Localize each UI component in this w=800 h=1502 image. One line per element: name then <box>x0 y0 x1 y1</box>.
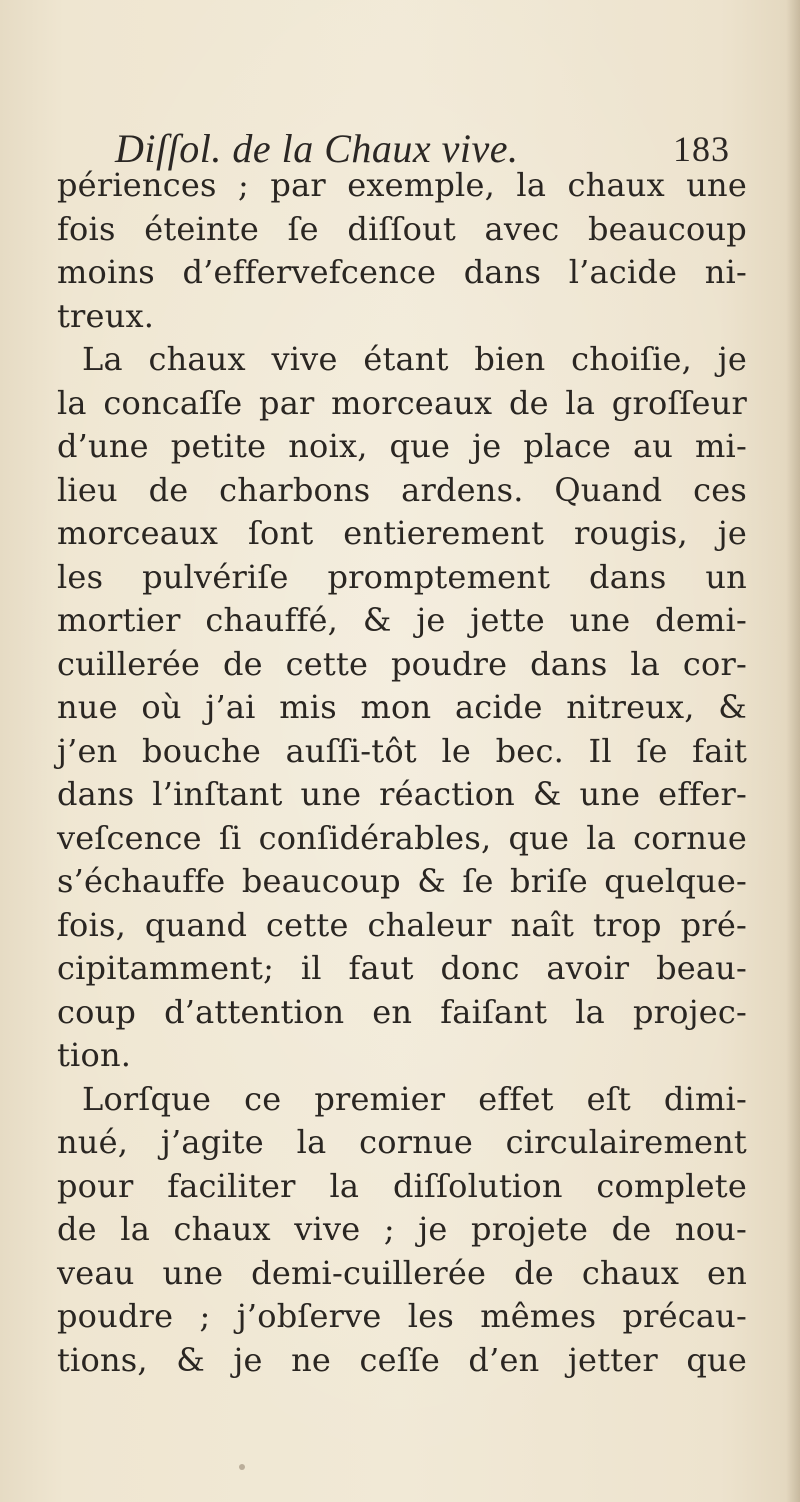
text-line: périences ; par exemple, la chaux une <box>57 166 747 204</box>
text-line: la concaſſe par morceaux de la groſſeur <box>57 383 747 422</box>
text-line: d’une petite noix, que je place au mi- <box>57 427 747 465</box>
paper-spot <box>707 1094 712 1099</box>
text-line: fois éteinte ſe diſſout avec beaucoup <box>57 209 747 248</box>
text-line: lieu de charbons ardens. Quand ces <box>57 470 747 509</box>
text-line: dans l’inſtant une réaction & une effer- <box>57 775 747 813</box>
text-line: mortier chauffé, & je jette une demi- <box>57 601 747 639</box>
text-line: de la chaux vive ; je projete de nou- <box>57 1210 747 1248</box>
text-line: s’échauffe beaucoup & ſe briſe quelque- <box>57 862 747 900</box>
text-line: tions, & je ne ceſſe d’en jetter que <box>57 1340 747 1379</box>
text-line: nué, j’agite la cornue circulairement <box>57 1123 747 1161</box>
paper-spot <box>239 1464 245 1470</box>
text-line: veſcence ſi conſidérables, que la cornue <box>57 818 747 857</box>
text-line: pour faciliter la diſſolution complete <box>57 1166 747 1205</box>
text-line: poudre ; j’obſerve les mêmes précau- <box>57 1297 747 1335</box>
text-line: j’en bouche auſſi-tôt le bec. Il ſe fait <box>57 731 747 770</box>
paragraph-first-line: La chaux vive étant bien choiſie, je <box>82 340 747 378</box>
paragraph-first-line: Lorſque ce premier effet eſt dimi- <box>82 1079 747 1118</box>
text-line: les pulvériſe promptement dans un <box>57 557 747 596</box>
text-line: treux. <box>57 296 155 335</box>
text-line: moins d’effervefcence dans l’acide ni- <box>57 253 747 291</box>
text-line: cipitamment; il faut donc avoir beau- <box>57 949 747 987</box>
text-line: morceaux ſont entierement rougis, je <box>57 514 747 552</box>
text-line: tion. <box>57 1036 132 1074</box>
text-line: coup d’attention en faiſant la projec- <box>57 992 747 1031</box>
text-line: fois, quand cette chaleur naît trop pré- <box>57 905 747 944</box>
page-edge-shadow <box>786 0 800 1502</box>
text-line: nue où j’ai mis mon acide nitreux, & <box>57 688 747 726</box>
body-text <box>57 164 747 1382</box>
running-head-title: Diſſol. de la Chaux vive. <box>115 126 519 171</box>
page-number: 183 <box>673 129 730 169</box>
text-line: cuillerée de cette poudre dans la cor- <box>57 644 747 683</box>
text-line: veau une demi-cuillerée de chaux en <box>57 1253 747 1292</box>
